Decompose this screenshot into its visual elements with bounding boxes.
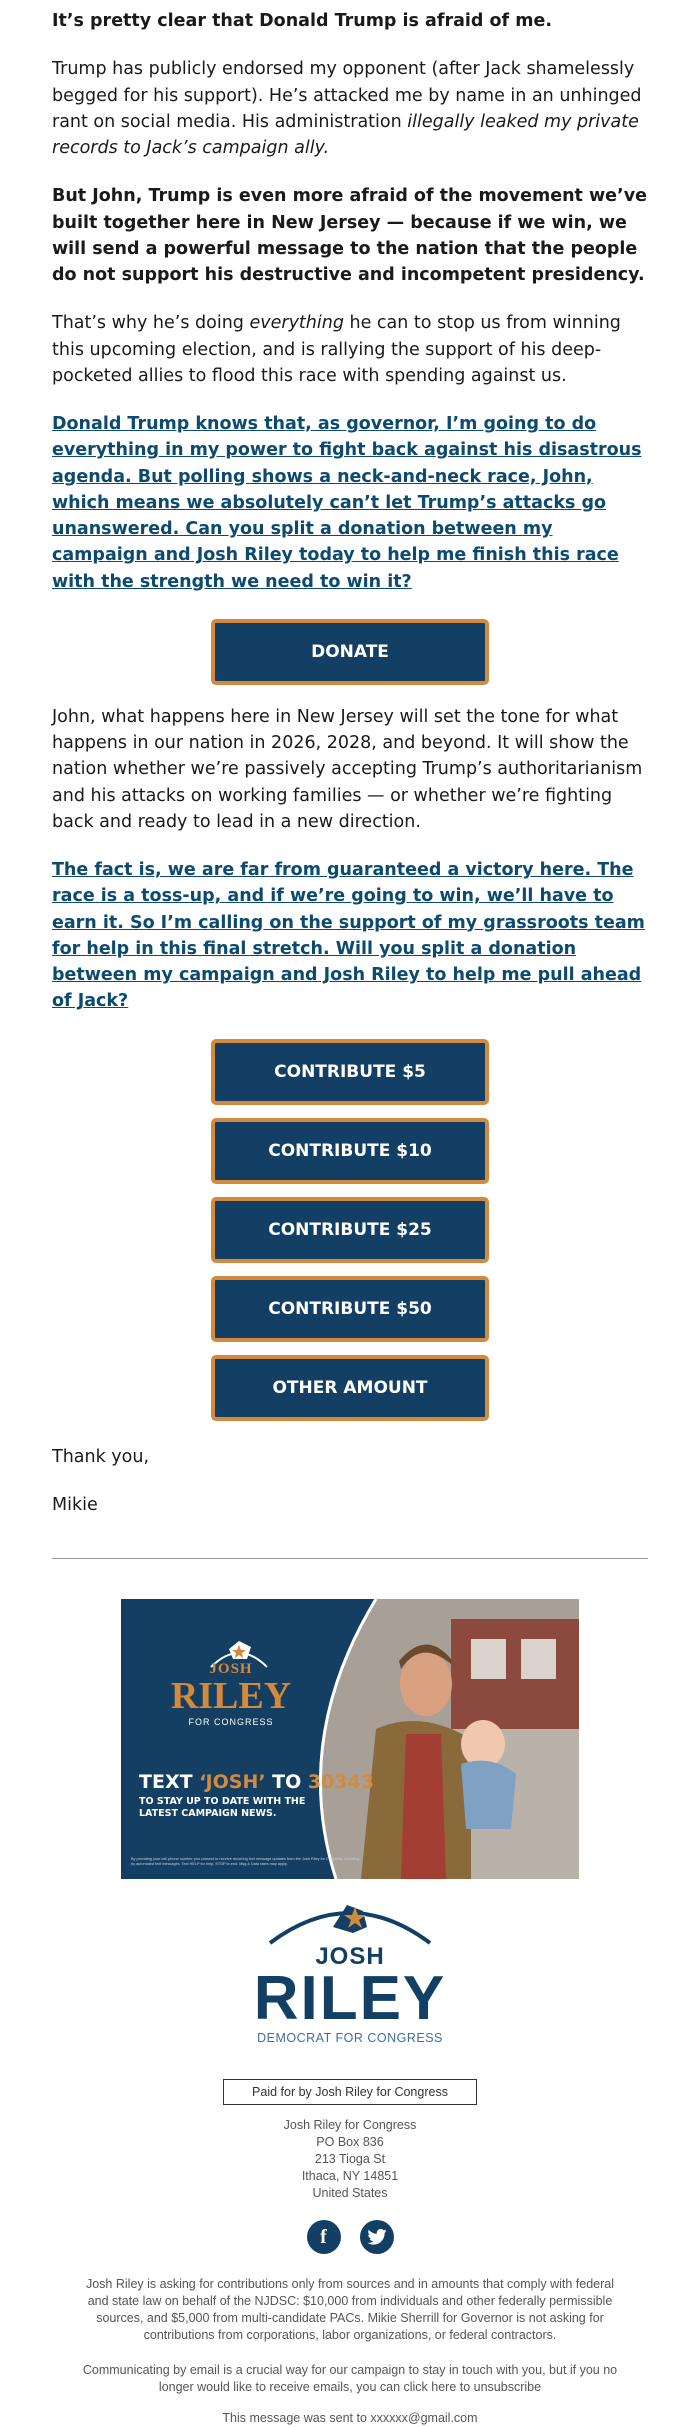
contribute-50-button[interactable]: CONTRIBUTE $50 [211, 1276, 489, 1342]
text-signup-banner[interactable] [121, 1599, 579, 1879]
unsubscribe-link[interactable]: Communicating by email is a crucial way for our campaign to stay in touch with you, but if you no longer would like to receive emails, you can click here to unsubscribe [82, 2363, 618, 2394]
headline: It’s pretty clear that Donald Trump is afraid of me. [52, 11, 553, 31]
italic-leak-text: illegally leaked my private records to Jack’s campaign ally. [52, 111, 639, 158]
donation-ask-link-2[interactable]: The fact is, we are far from guaranteed a victory here. The race is a toss-up, and if we’re going to win, we’ll have to earn it. So I’m calling on the support of my grassroots team for help in this final stretch. Will you split a donation between my campaign and Josh Riley to help me pull ahead of Jack? [52, 860, 645, 1012]
logo-tagline: DEMOCRAT FOR CONGRESS [257, 2031, 443, 2045]
donation-ask-link-1[interactable]: Donald Trump knows that, as governor, I’m going to do everything in my power to fight back against his disastrous agenda. But polling shows a neck-and-neck race, John, which means we absolutely can’t let Trump’s attacks go unanswered. Can you split a donation between my campaign and Josh Riley today to help me finish this race with the strength we need to win it? [52, 414, 642, 592]
unsubscribe-notice [0, 2362, 700, 2396]
contribute-5-button[interactable]: CONTRIBUTE $5 [211, 1039, 489, 1105]
banner-subline: TO STAY UP TO DATE WITH THE LATEST CAMPAIGN NEWS. [139, 1796, 306, 1819]
paid-for-box: Paid for by Josh Riley for Congress [223, 2079, 477, 2105]
twitter-icon[interactable] [360, 2220, 394, 2254]
signoff-thanks: Thank you, [52, 1446, 150, 1467]
paragraph-spending: That’s why he’s doing everything he can to stop us from winning this upcoming election, and is rallying the support of his deep-pocketed allies to flood this race with spending against us. [52, 313, 621, 386]
logo-last-name: RILEY [253, 1964, 447, 2033]
josh-riley-logo [0, 1897, 700, 2045]
sent-to-notice: This message was sent to xxxxxx@gmail.com [222, 2411, 478, 2425]
mailing-address: Josh Riley for Congress PO Box 836 213 Tioga St Ithaca, NY 14851 United States [283, 2118, 417, 2200]
other-amount-button[interactable]: OTHER AMOUNT [211, 1355, 489, 1421]
contribute-25-button[interactable]: CONTRIBUTE $25 [211, 1197, 489, 1263]
legal-disclaimer: Josh Riley is asking for contributions only from sources and in amounts that comply with federal and state law on behalf of the NJDSC: $10,000 from individuals and other federally permissible sources, and $5,000 from multi-candidate PACs. Mikie Sherrill for Governor is not asking for contributions from corporations, labor organizations, or federal contractors. [85, 2277, 615, 2342]
contribute-10-button[interactable]: CONTRIBUTE $10 [211, 1118, 489, 1184]
contribute-buttons [52, 1039, 648, 1434]
logo-arc-graphic [255, 1897, 445, 1945]
banner-logo: JOSH RILEY FOR CONGRESS [170, 1661, 292, 1727]
logo-first-name: JOSH [315, 1943, 385, 1970]
banner-fine-print: By providing your cell phone number you consent to receive recurring text message updates from the Josh Riley for Congress, including by automated text messages. Text HELP for help, STOP to end. Msg & Data rates may apply. [131, 1857, 360, 1866]
paragraph-new-jersey: John, what happens here in New Jersey will set the tone for what happens in our nation in 2026, 2028, and beyond. It will show the nation whether we’re passively accepting Trump’s authoritarianism and his attacks on working families — or whether we’re fighting back and ready to lead in a new direction. [52, 706, 643, 832]
banner-graphic [121, 1599, 579, 1879]
footer [0, 2079, 700, 2427]
paragraph-movement: But John, Trump is even more afraid of the movement we’ve built together here in New Jersey — because if we win, we will send a powerful message to the nation that the people do not support his destructive and incompetent presidency. [52, 186, 647, 285]
paragraph-endorsement: Trump has publicly endorsed my opponent (after Jack shamelessly begged for his support). He’s attacked me by name in an unhinged rant on social media. His administration illegally leaked my private records to Jack’s campaign ally. [52, 59, 642, 158]
social-links [0, 2220, 700, 2254]
donate-button[interactable]: DONATE [211, 619, 489, 685]
signoff-name: Mikie [52, 1494, 98, 1515]
banner-text-cta: TEXT ‘JOSH’ TO 30343 [139, 1771, 375, 1793]
facebook-icon[interactable]: f [307, 2220, 341, 2254]
twitter-bird-glyph [367, 2229, 387, 2245]
